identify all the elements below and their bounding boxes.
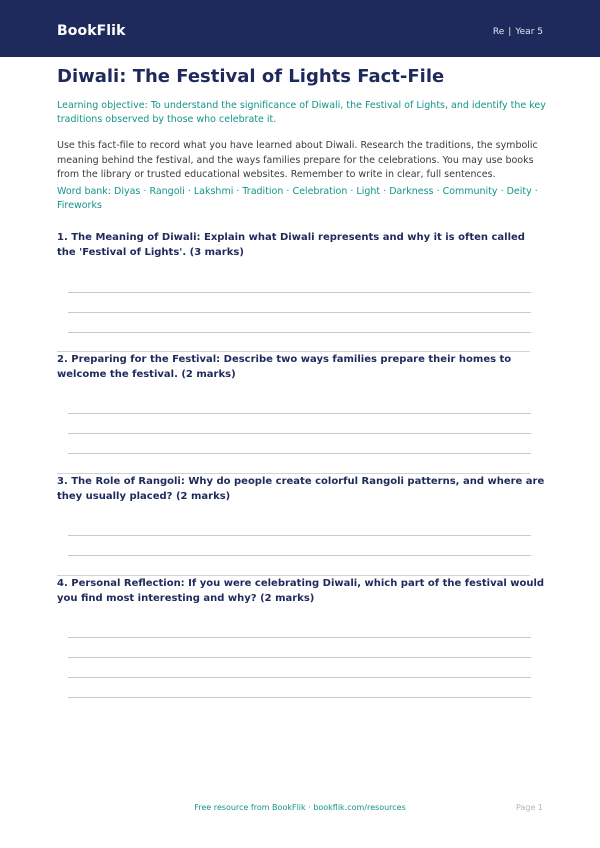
header-separator: | — [508, 27, 512, 37]
question-4: 4. Personal Reflection: If you were celebrating Diwali, which part of the festival would you find most interesting and why? (2 marks) — [57, 578, 545, 604]
brand-logo: BookFlik — [57, 23, 126, 39]
learning-objective: Learning objective: To understand the significance of Diwali, the Festival of Lights, and identify the key traditions observed by those who celebrate it. — [57, 100, 546, 125]
answer-line[interactable] — [68, 535, 531, 536]
answer-line[interactable] — [68, 332, 531, 333]
answer-line[interactable] — [68, 697, 531, 698]
header-meta — [493, 27, 543, 37]
question-1: 1. The Meaning of Diwali: Explain what Diwali represents and why it is often called the 'Festival of Lights'. (3 marks) — [57, 232, 525, 258]
answer-line[interactable] — [68, 312, 531, 313]
answer-line[interactable] — [68, 677, 531, 678]
subject-label: Re — [492, 27, 505, 37]
answer-line[interactable] — [68, 413, 531, 414]
year-label: Year 5 — [515, 27, 543, 37]
answer-line[interactable] — [68, 637, 531, 638]
answer-line[interactable] — [68, 433, 531, 434]
answer-line[interactable] — [68, 453, 531, 454]
answer-line[interactable] — [68, 292, 531, 293]
page-header — [0, 0, 600, 57]
answer-line[interactable] — [68, 657, 531, 658]
intro-paragraph: Use this fact-file to record what you have learned about Diwali. Research the traditions, the symbolic meaning behind the festival, and the ways families prepare for the celebrations. You may use books from the library or trusted educational websites. Remember to write in clear, full sentences. — [57, 140, 538, 180]
answer-line[interactable] — [68, 555, 531, 556]
footer-credit: Free resource from BookFlik · bookflik.com/resources — [194, 803, 406, 812]
question-2: 2. Preparing for the Festival: Describe two ways families prepare their homes to welcome the festival. (2 marks) — [57, 354, 512, 380]
question-3: 3. The Role of Rangoli: Why do people create colorful Rangoli patterns, and where are they usually placed? (2 marks) — [57, 476, 545, 502]
page-title: Diwali: The Festival of Lights Fact-File — [57, 66, 445, 87]
page-number: Page 1 — [516, 803, 543, 812]
word-bank: Word bank: Diyas · Rangoli · Lakshmi · Tradition · Celebration · Light · Darkness · Community · Deity · Fireworks — [57, 186, 538, 211]
